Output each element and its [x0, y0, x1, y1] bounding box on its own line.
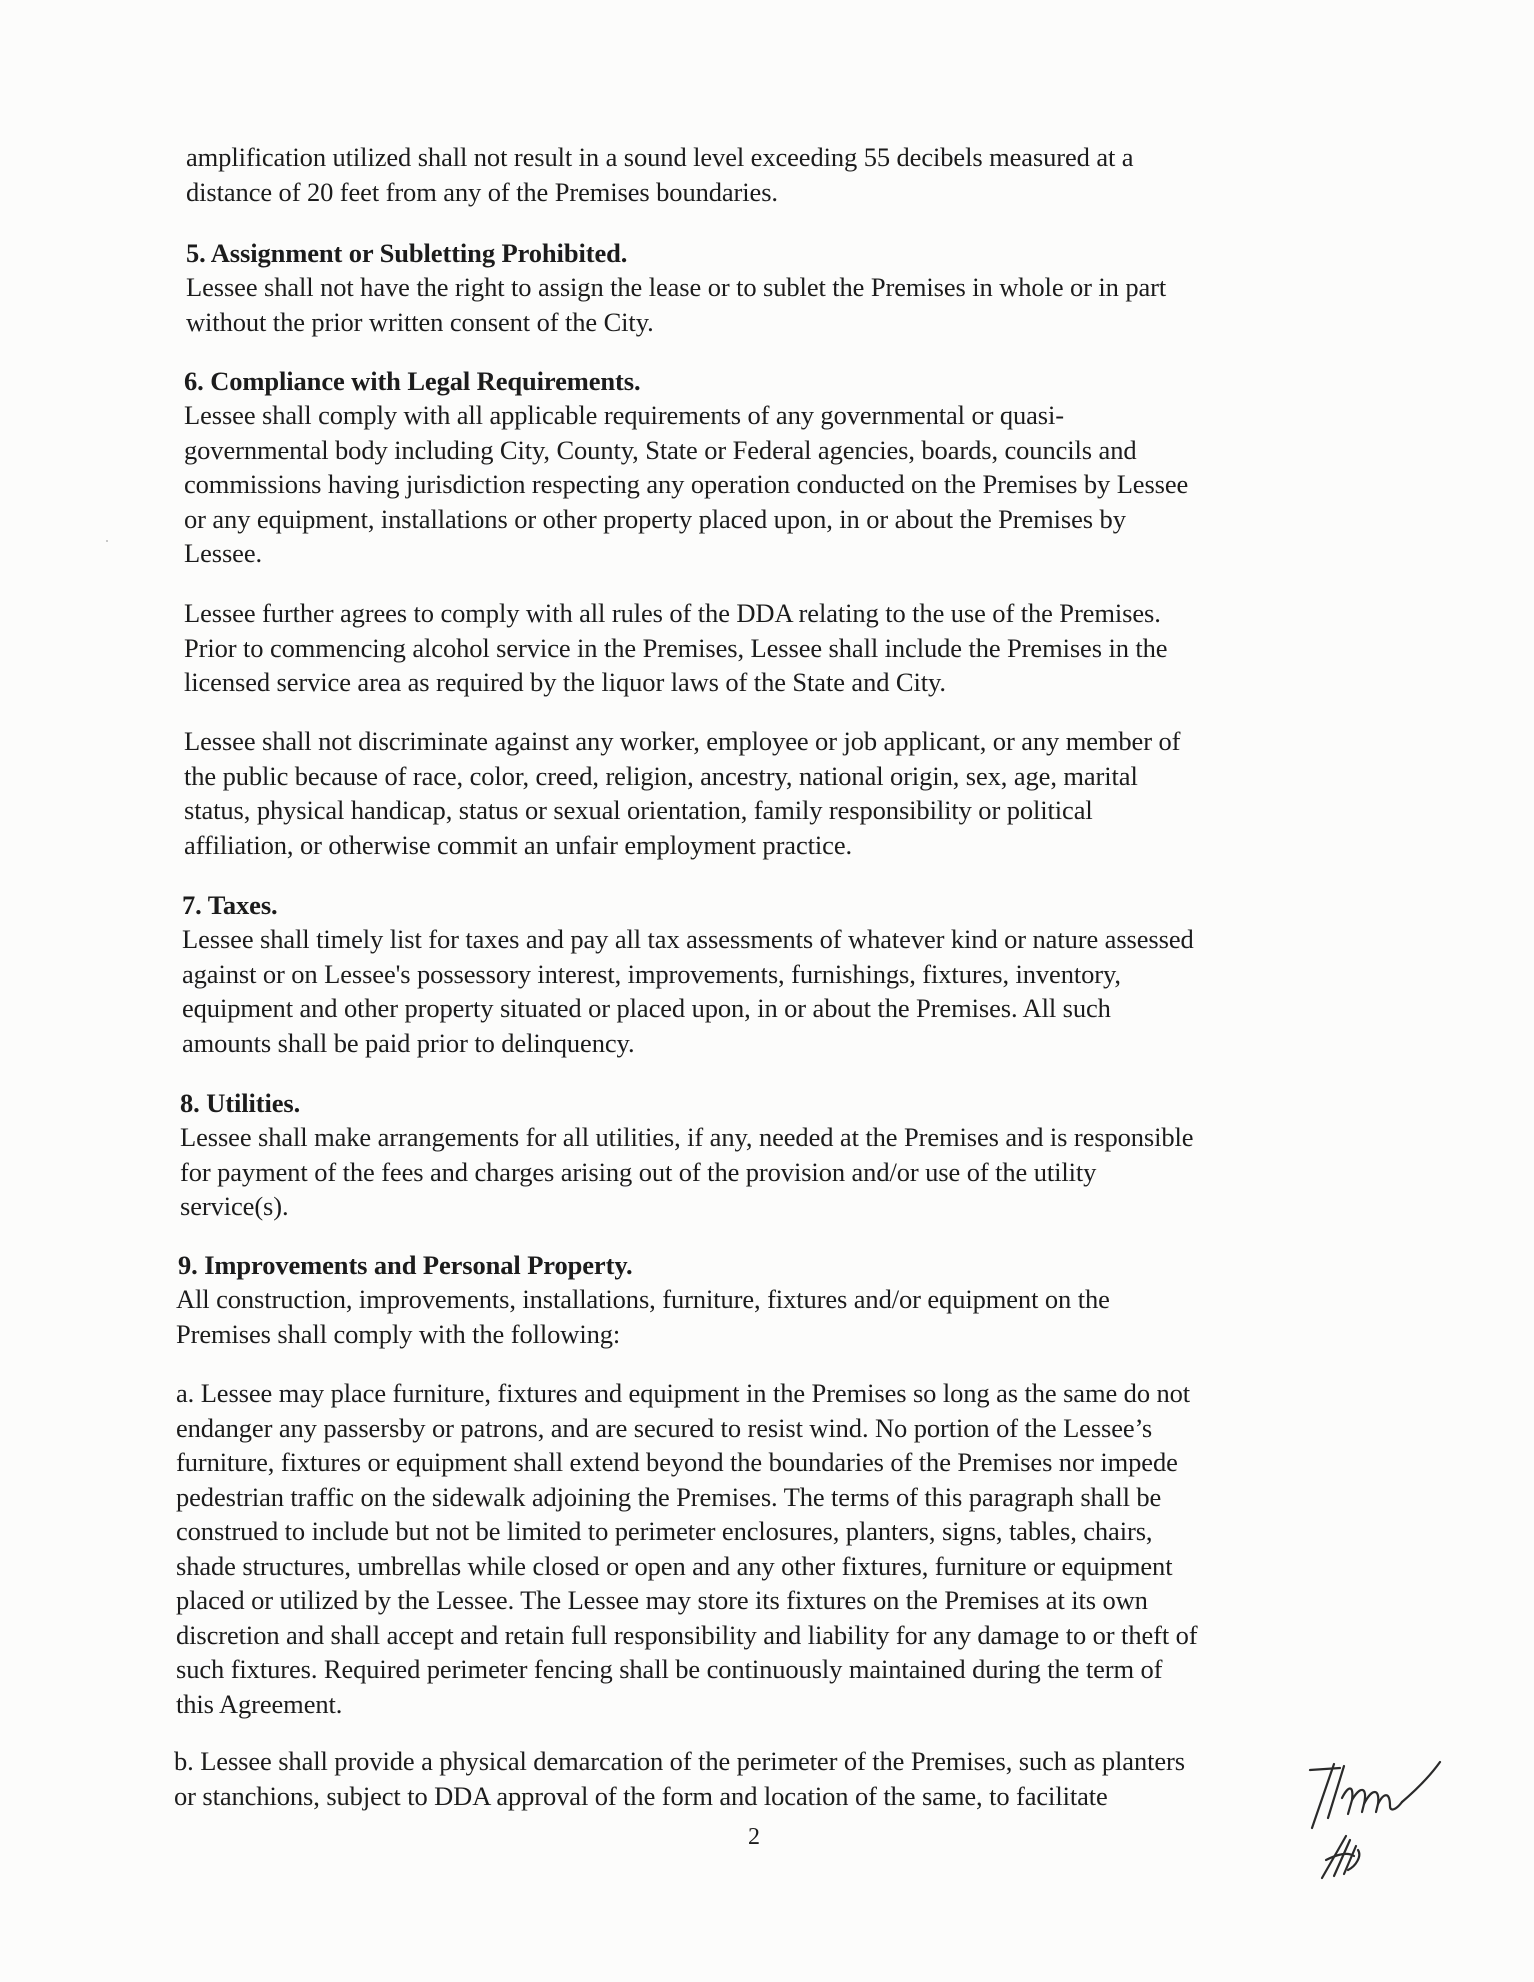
section-6-paragraph-3: Lessee shall not discriminate against any worker, employee or job applicant, or any member of the public because of race, color, creed, religion, ancestry, national origin, sex, age, marital status, physical handicap, status or sexual orientation, family responsibility or political affiliation, or otherwise commit an unfair employment practice.: [184, 726, 1181, 860]
section-5-heading: 5. Assignment or Subletting Prohibited.: [186, 238, 628, 268]
section-9-paragraph-b: b. Lessee shall provide a physical demarcation of the perimeter of the Premises, such as planters or stanchions, subject to DDA approval of the form and location of the same, to facilitate: [174, 1746, 1185, 1811]
section-6-paragraph-2: Lessee further agrees to comply with all rules of the DDA relating to the use of the Premises. Prior to commencing alcohol service in the Premises, Lessee shall include the Premises in the licensed service area as required by the liquor laws of the State and City.: [184, 598, 1168, 697]
section-9-paragraph-a: a. Lessee may place furniture, fixtures and equipment in the Premises so long as the same do not endanger any passersby or patrons, and are secured to resist wind. No portion of the Lessee’s furniture, fixtures or equipment shall extend beyond the boundaries of the Premises nor impede pedestrian traffic on the sidewalk adjoining the Premises. The terms of this paragraph shall be construed to include but not be limited to perimeter enclosures, planters, signs, tables, chairs, shade structures, umbrellas while closed or open and any other fixtures, furniture or equipment placed or utilized by the Lessee. The Lessee may store its fixtures on the Premises at its own discretion and shall accept and retain full responsibility and liability for any damage to or theft of such fixtures. Required perimeter fencing shall be continuously maintained during the term of this Agreement.: [176, 1378, 1198, 1719]
handwritten-initials-icon: [1282, 1756, 1452, 1886]
section-9-paragraph-1: All construction, improvements, installations, furniture, fixtures and/or equipment on the Premises shall comply with the following:: [176, 1284, 1110, 1349]
section-7-heading: 7. Taxes.: [182, 890, 278, 920]
section-8-heading: 8. Utilities.: [180, 1088, 301, 1118]
scan-speck: [106, 540, 108, 542]
section-5-paragraph-1: Lessee shall not have the right to assign the lease or to sublet the Premises in whole or in part without the prior written consent of the City.: [186, 272, 1167, 337]
section-7-paragraph-1: Lessee shall timely list for taxes and pay all tax assessments of whatever kind or nature assessed against or on Lessee's possessory interest, improvements, furnishings, fixtures, inventory, equipment and other property situated or placed upon, in or about the Premises. All such amounts shall be paid prior to delinquency.: [182, 924, 1194, 1058]
section-6-heading: 6. Compliance with Legal Requirements.: [184, 366, 641, 396]
section-6-paragraph-1: Lessee shall comply with all applicable requirements of any governmental or quasi- governmental body including City, County, State or Federal agencies, boards, councils and commissions having jurisdiction respecting any operation conducted on the Premises by Lessee or any equipment, installations or other property placed upon, in or about the Premises by Lessee.: [184, 400, 1189, 568]
section-8-paragraph-1: Lessee shall make arrangements for all utilities, if any, needed at the Premises and is responsible for payment of the fees and charges arising out of the provision and/or use of the utility service(s).: [180, 1122, 1194, 1221]
intro-paragraph: amplification utilized shall not result in a sound level exceeding 55 decibels measured at a distance of 20 feet from any of the Premises boundaries.: [186, 142, 1134, 207]
page-number: 2: [748, 1824, 760, 1850]
section-9-heading: 9. Improvements and Personal Property.: [178, 1250, 633, 1280]
